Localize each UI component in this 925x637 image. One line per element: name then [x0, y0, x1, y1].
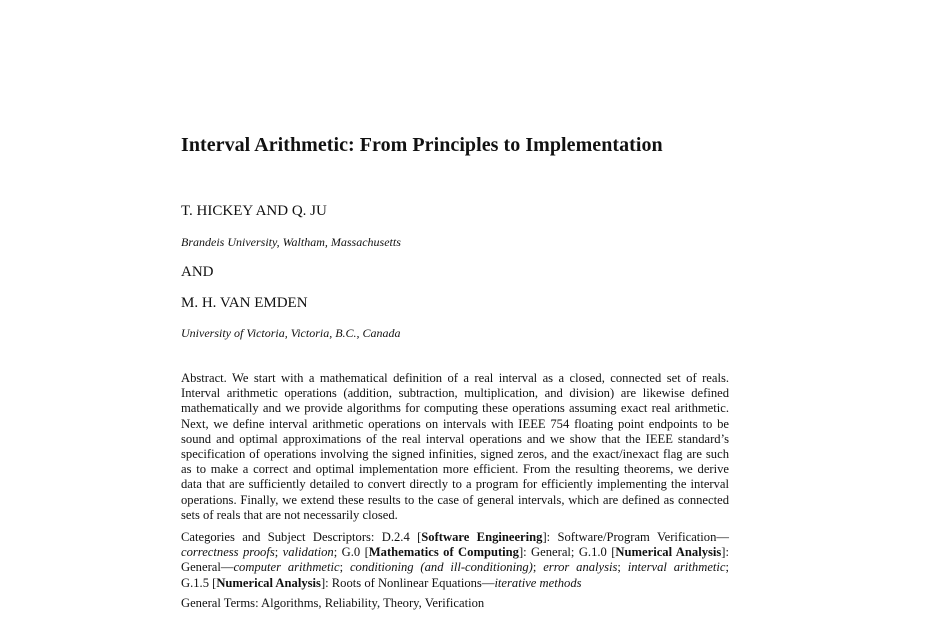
cat-math-computing: Mathematics of Computing	[368, 545, 519, 560]
author-line-1: T. HICKEY AND Q. JU	[181, 203, 327, 219]
cat-correctness-proofs: correctness proofs	[181, 545, 275, 560]
cat-after-se: ]: Software/Program Verification—	[542, 530, 729, 544]
affiliation-1: Brandeis University, Waltham, Massachusetts	[181, 235, 401, 249]
paper-title: Interval Arithmetic: From Principles to Implementation	[181, 134, 663, 156]
cat-iterative-methods: iterative methods	[494, 575, 582, 590]
cat-prefix: Categories and Subject Descriptors: D.2.4 [	[181, 530, 422, 544]
categories-descriptors	[181, 530, 729, 591]
cat-validation: validation	[282, 545, 334, 560]
cat-g0: ; G.0 [	[333, 545, 369, 560]
cat-computer-arithmetic: computer arithmetic	[233, 560, 340, 575]
cat-sep1: ;	[274, 545, 283, 560]
cat-after-mc: ]: General; G.1.0 [	[518, 545, 616, 560]
cat-after-na2: ]: Roots of Nonlinear Equations—	[320, 575, 495, 590]
cat-after-na1: ]: General—	[181, 545, 729, 575]
cat-sep4: ;	[617, 560, 628, 575]
and-separator: AND	[181, 264, 214, 280]
cat-sep3: ;	[532, 560, 544, 575]
cat-software-engineering: Software Engineering	[421, 530, 543, 544]
cat-numerical-analysis-2: Numerical Analysis	[216, 575, 321, 590]
general-terms: General Terms: Algorithms, Reliability, Theory, Verification	[181, 596, 485, 610]
cat-numerical-analysis-1: Numerical Analysis	[615, 545, 722, 560]
abstract: Abstract. We start with a mathematical definition of a real interval as a closed, connected set of reals. Interval arithmetic operations (addition, subtraction, multiplication, and division) are likewise defined mathematically and we provide algorithms for computing these operations assuming exact real arithmetic. Next, we define interval arithmetic operations on intervals with IEEE 754 floating point endpoints to be sound and optimal approximations of the real interval operations and we show that the IEEE standard’s specification of operations involving the signed infinities, signed zeros, and the exact/inexact flag are such as to make a correct and optimal implementation more efficient. From the resulting theorems, we derive data that are sufficiently detailed to convert directly to a program for efficiently implementing the interval operations. Finally, we extend these results to the case of general intervals, which are defined as connected sets of reals that are not necessarily closed.	[181, 371, 729, 522]
affiliation-2: University of Victoria, Victoria, B.C., Canada	[181, 326, 401, 340]
cat-error-analysis: error analysis	[543, 560, 618, 575]
cat-conditioning: conditioning (and ill-conditioning)	[349, 560, 533, 575]
cat-g15: ; G.1.5 [	[181, 560, 730, 590]
cat-sep2: ;	[339, 560, 350, 575]
author-line-2: M. H. VAN EMDEN	[181, 295, 308, 311]
cat-interval-arithmetic: interval arithmetic	[627, 560, 726, 575]
